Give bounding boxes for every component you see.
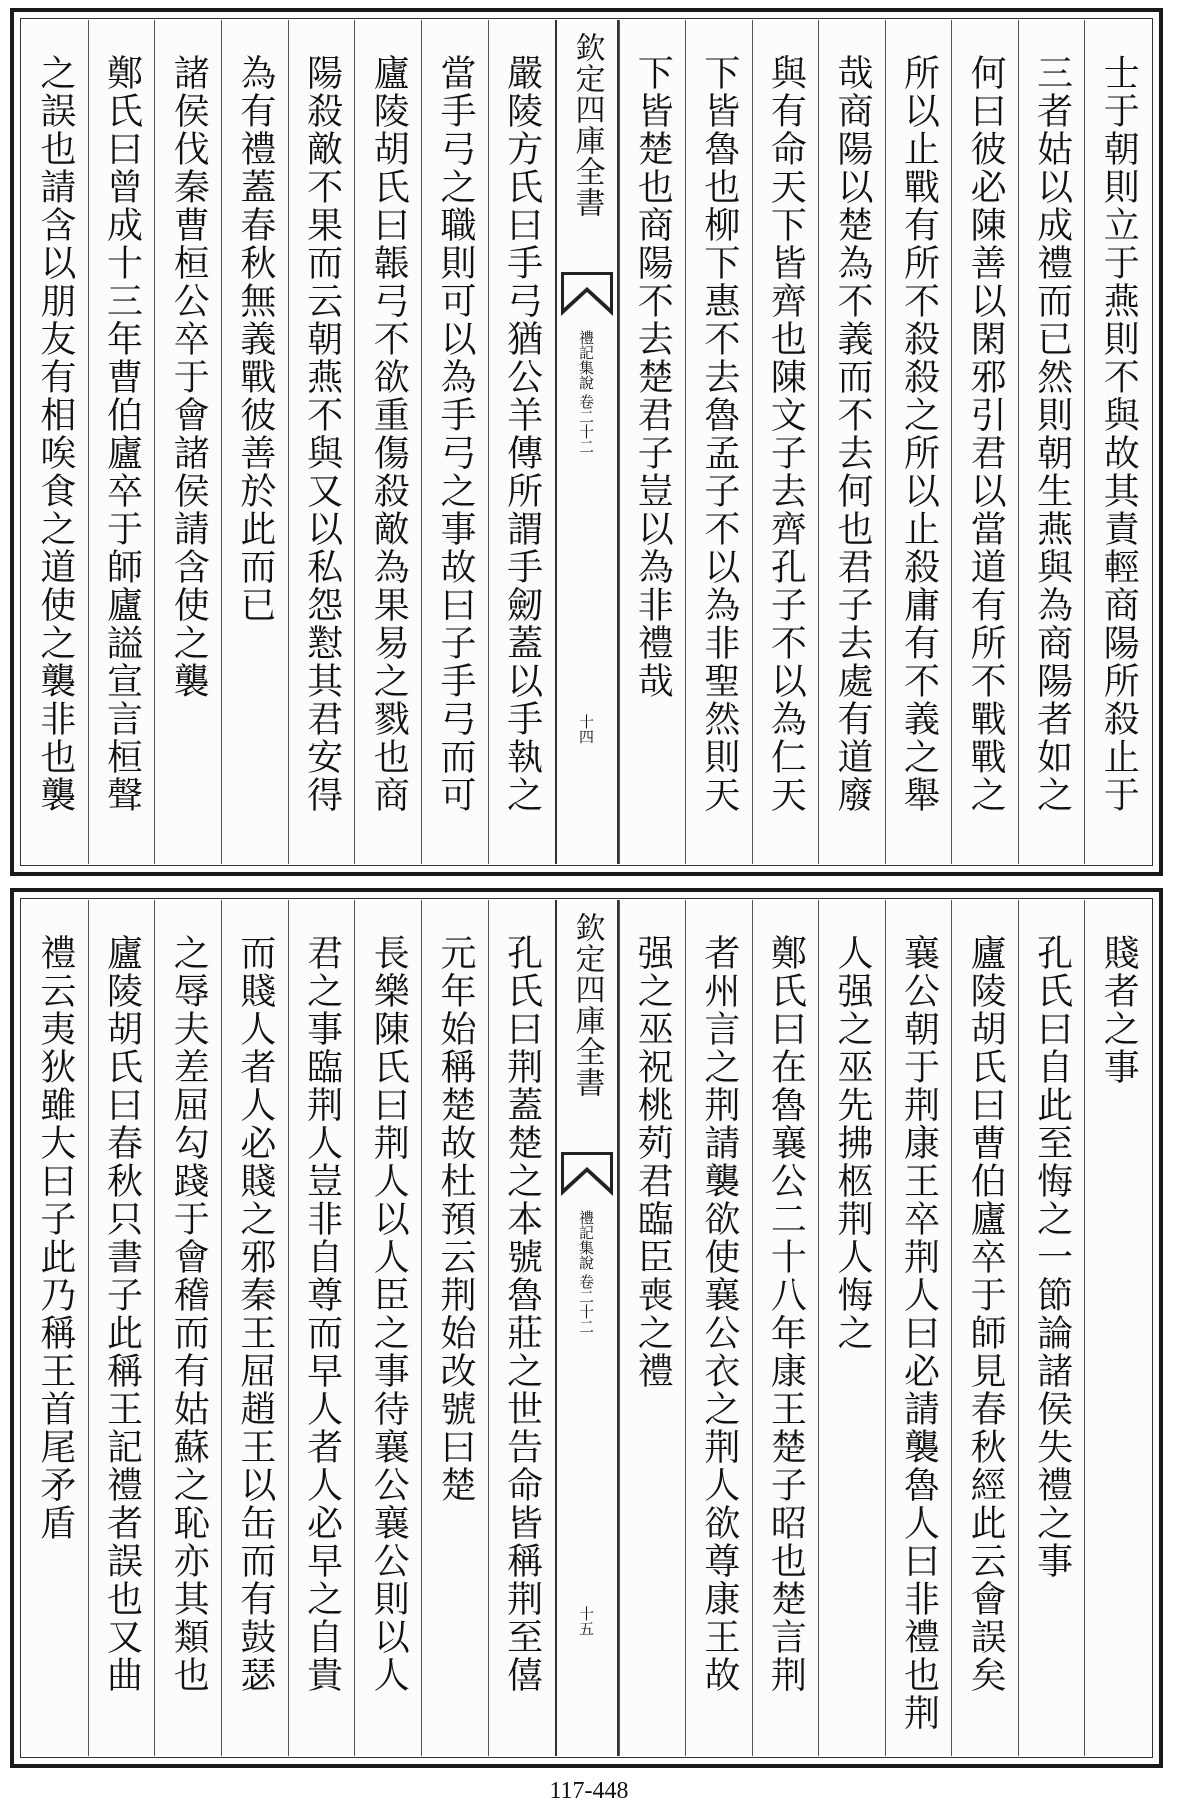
text-column: 長樂陳氏曰荆人以人臣之事待襄公襄公則以人 bbox=[354, 900, 421, 1756]
text-column: 鄭氏曰曾成十三年曹伯廬卒于師廬謚宣言桓聲 bbox=[88, 20, 155, 864]
text-column: 之誤也請含以朋友有相唉食之道使之襲非也襲 bbox=[34, 54, 76, 814]
text-column: 下皆魯也柳下惠不去魯孟子不以為非聖然則天 bbox=[685, 20, 752, 864]
text-column: 人强之巫先拂柩荆人悔之 bbox=[818, 900, 885, 1756]
text-column: 孔氏曰自此至悔之一節論諸侯失禮之事 bbox=[1018, 900, 1085, 1756]
text-column: 廬陵胡氏曰曹伯廬卒于師見春秋經此云會誤矣 bbox=[951, 900, 1018, 1756]
center-page-number: 十五 bbox=[577, 1606, 595, 1636]
text-column: 陽殺敵不果而云朝燕不與又以私怨懟其君安得 bbox=[288, 20, 355, 864]
columns bbox=[22, 20, 1151, 864]
left-half bbox=[22, 20, 555, 864]
text-column: 廬陵胡氏曰春秋只書子此稱王記禮者誤也又曲 bbox=[88, 900, 155, 1756]
right-half bbox=[619, 900, 1152, 1756]
center-page-number: 十四 bbox=[577, 714, 595, 744]
text-column: 而賤人者人必賤之邪秦王屈趙王以缶而有鼓瑟 bbox=[221, 900, 288, 1756]
fish-tail-mark-icon bbox=[561, 1152, 613, 1196]
center-fold bbox=[555, 900, 619, 1756]
text-column: 禮云夷狄雖大曰子此乃稱王首尾矛盾 bbox=[34, 934, 76, 1542]
text-column: 諸侯伐秦曹桓公卒于會諸侯請含使之襲 bbox=[154, 20, 221, 864]
text-column: 哉商陽以楚為不義而不去何也君子去處有道廢 bbox=[818, 20, 885, 864]
center-volume: 卷二十二 bbox=[577, 394, 595, 454]
text-column: 與有命天下皆齊也陳文子去齊孔子不以為仁天 bbox=[752, 20, 819, 864]
center-book-info bbox=[576, 1210, 597, 1334]
columns bbox=[22, 900, 1151, 1756]
right-half bbox=[619, 20, 1152, 864]
text-column: 何曰彼必陳善以閑邪引君以當道有所不戰戰之 bbox=[951, 20, 1018, 864]
text-column: 鄭氏曰在魯襄公二十八年康王楚子昭也楚言荆 bbox=[752, 900, 819, 1756]
center-book-info bbox=[576, 330, 597, 454]
text-column: 君之事臨荆人豈非自尊而早人者人必早之自貴 bbox=[288, 900, 355, 1756]
text-column: 嚴陵方氏曰手弓猶公羊傳所謂手劒蓋以手執之 bbox=[488, 20, 555, 864]
text-column: 元年始稱楚故杜預云荆始改號曰楚 bbox=[421, 900, 488, 1756]
center-book-title: 禮記集說 bbox=[577, 330, 595, 390]
text-column: 廬陵胡氏曰韔弓不欲重傷殺敵為果易之戮也商 bbox=[354, 20, 421, 864]
text-column: 者州言之荆請襲欲使襄公衣之荆人欲尊康王故 bbox=[685, 900, 752, 1756]
text-column: 所以止戰有所不殺殺之所以止殺庸有不義之舉 bbox=[885, 20, 952, 864]
text-column: 之辱夫差屈勾踐于會稽而有姑蘇之恥亦其類也 bbox=[154, 900, 221, 1756]
center-volume: 卷二十二 bbox=[577, 1274, 595, 1334]
center-title: 欽定四庫全書 bbox=[569, 912, 605, 1098]
text-column: 為有禮蓋春秋無義戰彼善於此而已 bbox=[221, 20, 288, 864]
left-half bbox=[22, 900, 555, 1756]
text-column: 三者姑以成禮而已然則朝生燕與為商陽者如之 bbox=[1018, 20, 1085, 864]
text-column: 孔氏曰荆蓋楚之本號魯莊之世告命皆稱荆至僖 bbox=[488, 900, 555, 1756]
page-bottom bbox=[10, 888, 1163, 1768]
center-book-title: 禮記集說 bbox=[577, 1210, 595, 1270]
text-column: 下皆楚也商陽不去楚君子豈以為非禮哉 bbox=[619, 20, 686, 864]
text-column: 强之巫祝桃茢君臨臣喪之禮 bbox=[619, 900, 686, 1756]
footer-page-code: 117-448 bbox=[549, 1778, 629, 1804]
text-column: 賤者之事 bbox=[1084, 900, 1151, 1756]
fish-tail-mark-icon bbox=[561, 272, 613, 316]
text-column: 士于朝則立于燕則不與故其責輕商陽所殺止于 bbox=[1084, 20, 1151, 864]
page-top bbox=[10, 8, 1163, 876]
text-column: 當手弓之職則可以為手弓之事故曰子手弓而可 bbox=[421, 20, 488, 864]
center-fold bbox=[555, 20, 619, 864]
text-column: 襄公朝于荆康王卒荆人曰必請襲魯人曰非禮也荆 bbox=[885, 900, 952, 1756]
center-title: 欽定四庫全書 bbox=[569, 32, 605, 218]
